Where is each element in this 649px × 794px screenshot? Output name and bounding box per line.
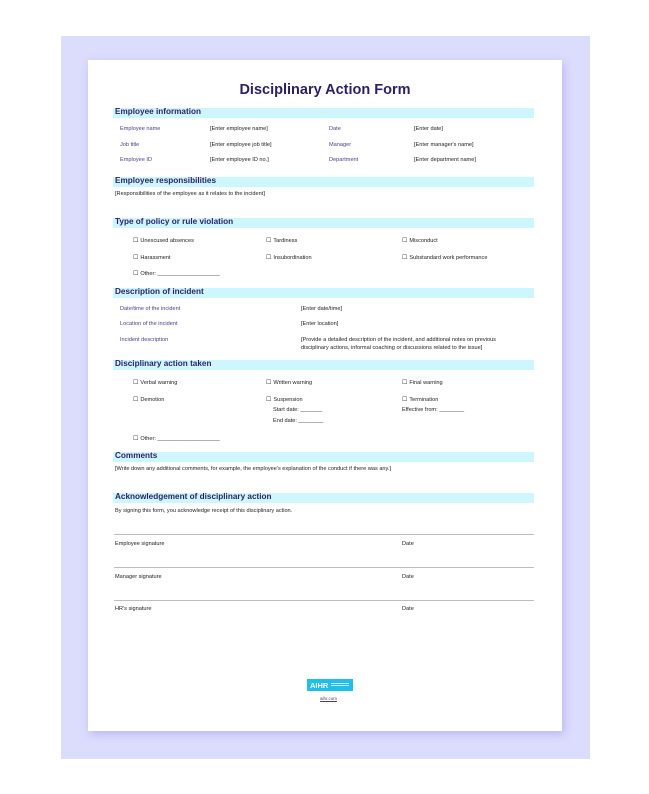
checkbox-violation-other[interactable]: ☐ Other: ____________________ [133, 270, 220, 277]
section-description-of-incident: Description of incident [113, 288, 534, 298]
label-incident-datetime: Date/time of the incident [120, 306, 181, 312]
checkbox-written-warning[interactable]: ☐ Written warning [266, 379, 312, 386]
field-job-title[interactable]: [Enter employee job title] [210, 142, 272, 148]
field-termination-effective-from[interactable]: Effective from: ________ [402, 407, 465, 413]
label-employee-signature-date: Date [402, 541, 414, 547]
checkbox-termination[interactable]: ☐ Termination [402, 396, 438, 403]
label-department: Department [329, 157, 359, 163]
checkbox-insubordination[interactable]: ☐ Insubordination [266, 254, 312, 261]
employee-signature-line[interactable] [114, 534, 534, 535]
checkbox-misconduct[interactable]: ☐ Misconduct [402, 237, 438, 244]
label-employee-id: Employee ID [120, 157, 153, 163]
field-incident-description-line1[interactable]: [Provide a detailed description of the incident, and additional notes on previous [301, 337, 496, 343]
field-incident-datetime[interactable]: [Enter date/time] [301, 306, 343, 312]
checkbox-substandard-performance[interactable]: ☐ Substandard work performance [402, 254, 487, 261]
field-employee-name[interactable]: [Enter employee name] [210, 126, 268, 132]
checkbox-verbal-warning[interactable]: ☐ Verbal warning [133, 379, 177, 386]
label-employee-signature: Employee signature [115, 541, 165, 547]
checkbox-final-warning[interactable]: ☐ Final warning [402, 379, 443, 386]
label-job-title: Job title [120, 142, 140, 148]
hr-signature-line[interactable] [114, 600, 534, 601]
field-date[interactable]: [Enter date] [414, 126, 443, 132]
field-manager[interactable]: [Enter manager's name] [414, 142, 474, 148]
checkbox-unexcused-absences[interactable]: ☐ Unexcused absences [133, 237, 194, 244]
aihr-link[interactable]: aihr.com [320, 696, 338, 701]
form-page [88, 60, 562, 731]
section-disciplinary-action: Disciplinary action taken [113, 360, 534, 370]
section-employee-information: Employee information [113, 108, 534, 118]
label-manager: Manager [329, 142, 352, 148]
label-incident-location: Location of the incident [120, 321, 178, 327]
label-hr-signature: HR's signature [115, 606, 152, 612]
page-title: Disciplinary Action Form [239, 82, 411, 98]
checkbox-demotion[interactable]: ☐ Demotion [133, 396, 164, 403]
field-responsibilities[interactable]: [Responsibilities of the employee as it relates to the incident] [115, 191, 265, 197]
field-suspension-start-date[interactable]: Start date: _______ [273, 407, 323, 413]
field-incident-location[interactable]: [Enter location] [301, 321, 339, 327]
label-date: Date [329, 126, 341, 132]
label-manager-signature-date: Date [402, 574, 414, 580]
acknowledgement-text: By signing this form, you acknowledge receipt of this disciplinary action. [115, 508, 293, 514]
checkbox-action-other[interactable]: ☐ Other: ____________________ [133, 435, 220, 442]
manager-signature-line[interactable] [114, 567, 534, 568]
label-employee-name: Employee name [120, 126, 161, 132]
field-suspension-end-date[interactable]: End date: ________ [273, 418, 324, 424]
section-violation-type: Type of policy or rule violation [113, 218, 534, 228]
label-incident-description: Incident description [120, 337, 169, 343]
section-acknowledgement: Acknowledgement of disciplinary action [113, 493, 534, 503]
field-department[interactable]: [Enter department name] [414, 157, 476, 163]
label-hr-signature-date: Date [402, 606, 414, 612]
label-manager-signature: Manager signature [115, 574, 162, 580]
checkbox-tardiness[interactable]: ☐ Tardiness [266, 237, 297, 244]
field-comments[interactable]: [Write down any additional comments, for example, the employee's explanation of the conduct if there was any.] [115, 466, 392, 472]
aihr-logo: AIHR [307, 679, 353, 691]
section-employee-responsibilities: Employee responsibilities [113, 177, 534, 187]
field-employee-id[interactable]: [Enter employee ID no.] [210, 157, 269, 163]
section-comments: Comments [113, 452, 534, 462]
checkbox-harassment[interactable]: ☐ Harassment [133, 254, 171, 261]
checkbox-suspension[interactable]: ☐ Suspension [266, 396, 303, 403]
field-incident-description-line2[interactable]: disciplinary actions, informal coaching or discussions related to the issue] [301, 345, 483, 351]
